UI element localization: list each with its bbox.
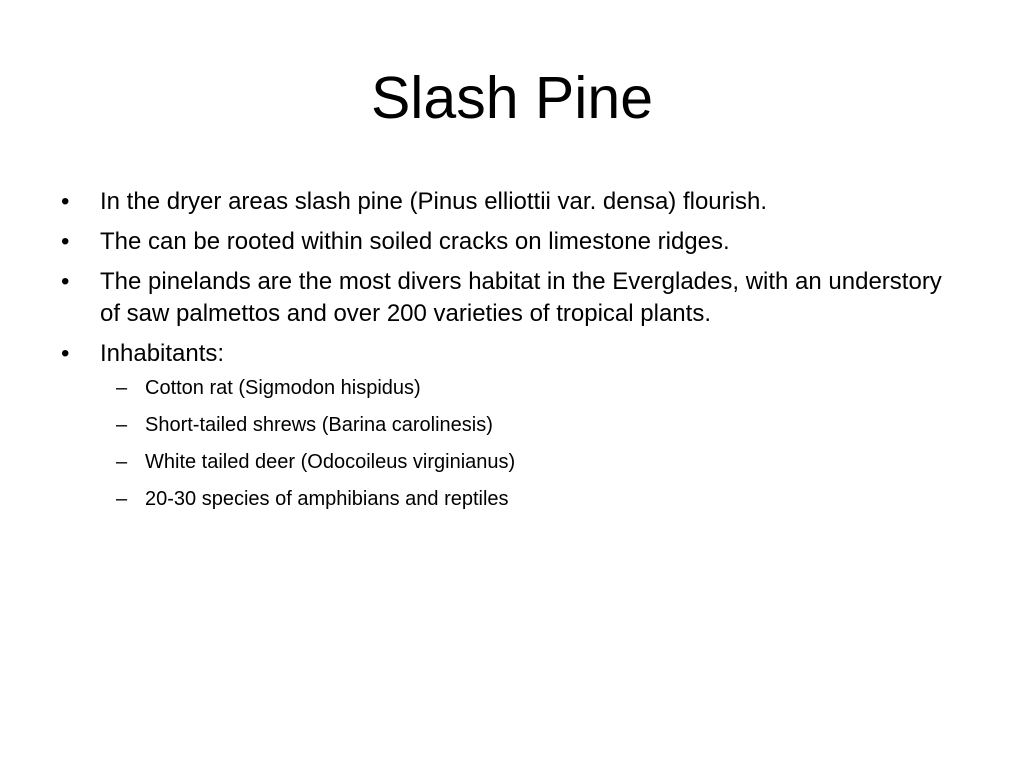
bullet-marker: • (61, 340, 70, 367)
sub-bullet-item (58, 375, 968, 401)
sub-bullet-marker: – (116, 414, 128, 436)
bullet-item (58, 186, 968, 218)
sub-bullet-item (58, 449, 968, 475)
sub-bullet-text: White tailed deer (Odocoileus virginianus) (145, 451, 516, 473)
sub-bullet-marker: – (116, 488, 128, 510)
bullet-marker: • (61, 268, 70, 295)
bullet-item (58, 266, 968, 330)
sub-bullet-text: Cotton rat (Sigmodon hispidus) (145, 377, 421, 399)
sub-bullet-text: Short-tailed shrews (Barina carolinesis) (145, 414, 493, 436)
bullet-text: The pinelands are the most divers habitat in the Everglades, with an understory of saw palmettos and over 200 varieties of tropical plants. (100, 268, 942, 327)
sub-bullet-item (58, 412, 968, 438)
sub-bullet-marker: – (116, 451, 128, 473)
bullet-item (58, 338, 968, 370)
bullet-text: Inhabitants: (100, 340, 225, 367)
bullet-marker: • (61, 188, 70, 215)
sub-bullet-text: 20-30 species of amphibians and reptiles (145, 488, 509, 510)
slide-title: Slash Pine (370, 65, 654, 131)
slide-content (58, 186, 968, 523)
bullet-item (58, 226, 968, 258)
bullet-text: In the dryer areas slash pine (Pinus elliottii var. densa) flourish. (100, 188, 767, 215)
bullet-marker: • (61, 228, 70, 255)
bullet-text: The can be rooted within soiled cracks on limestone ridges. (100, 228, 730, 255)
sub-bullet-item (58, 486, 968, 512)
inhabitants-sub-list (58, 375, 968, 512)
sub-bullet-marker: – (116, 377, 128, 399)
